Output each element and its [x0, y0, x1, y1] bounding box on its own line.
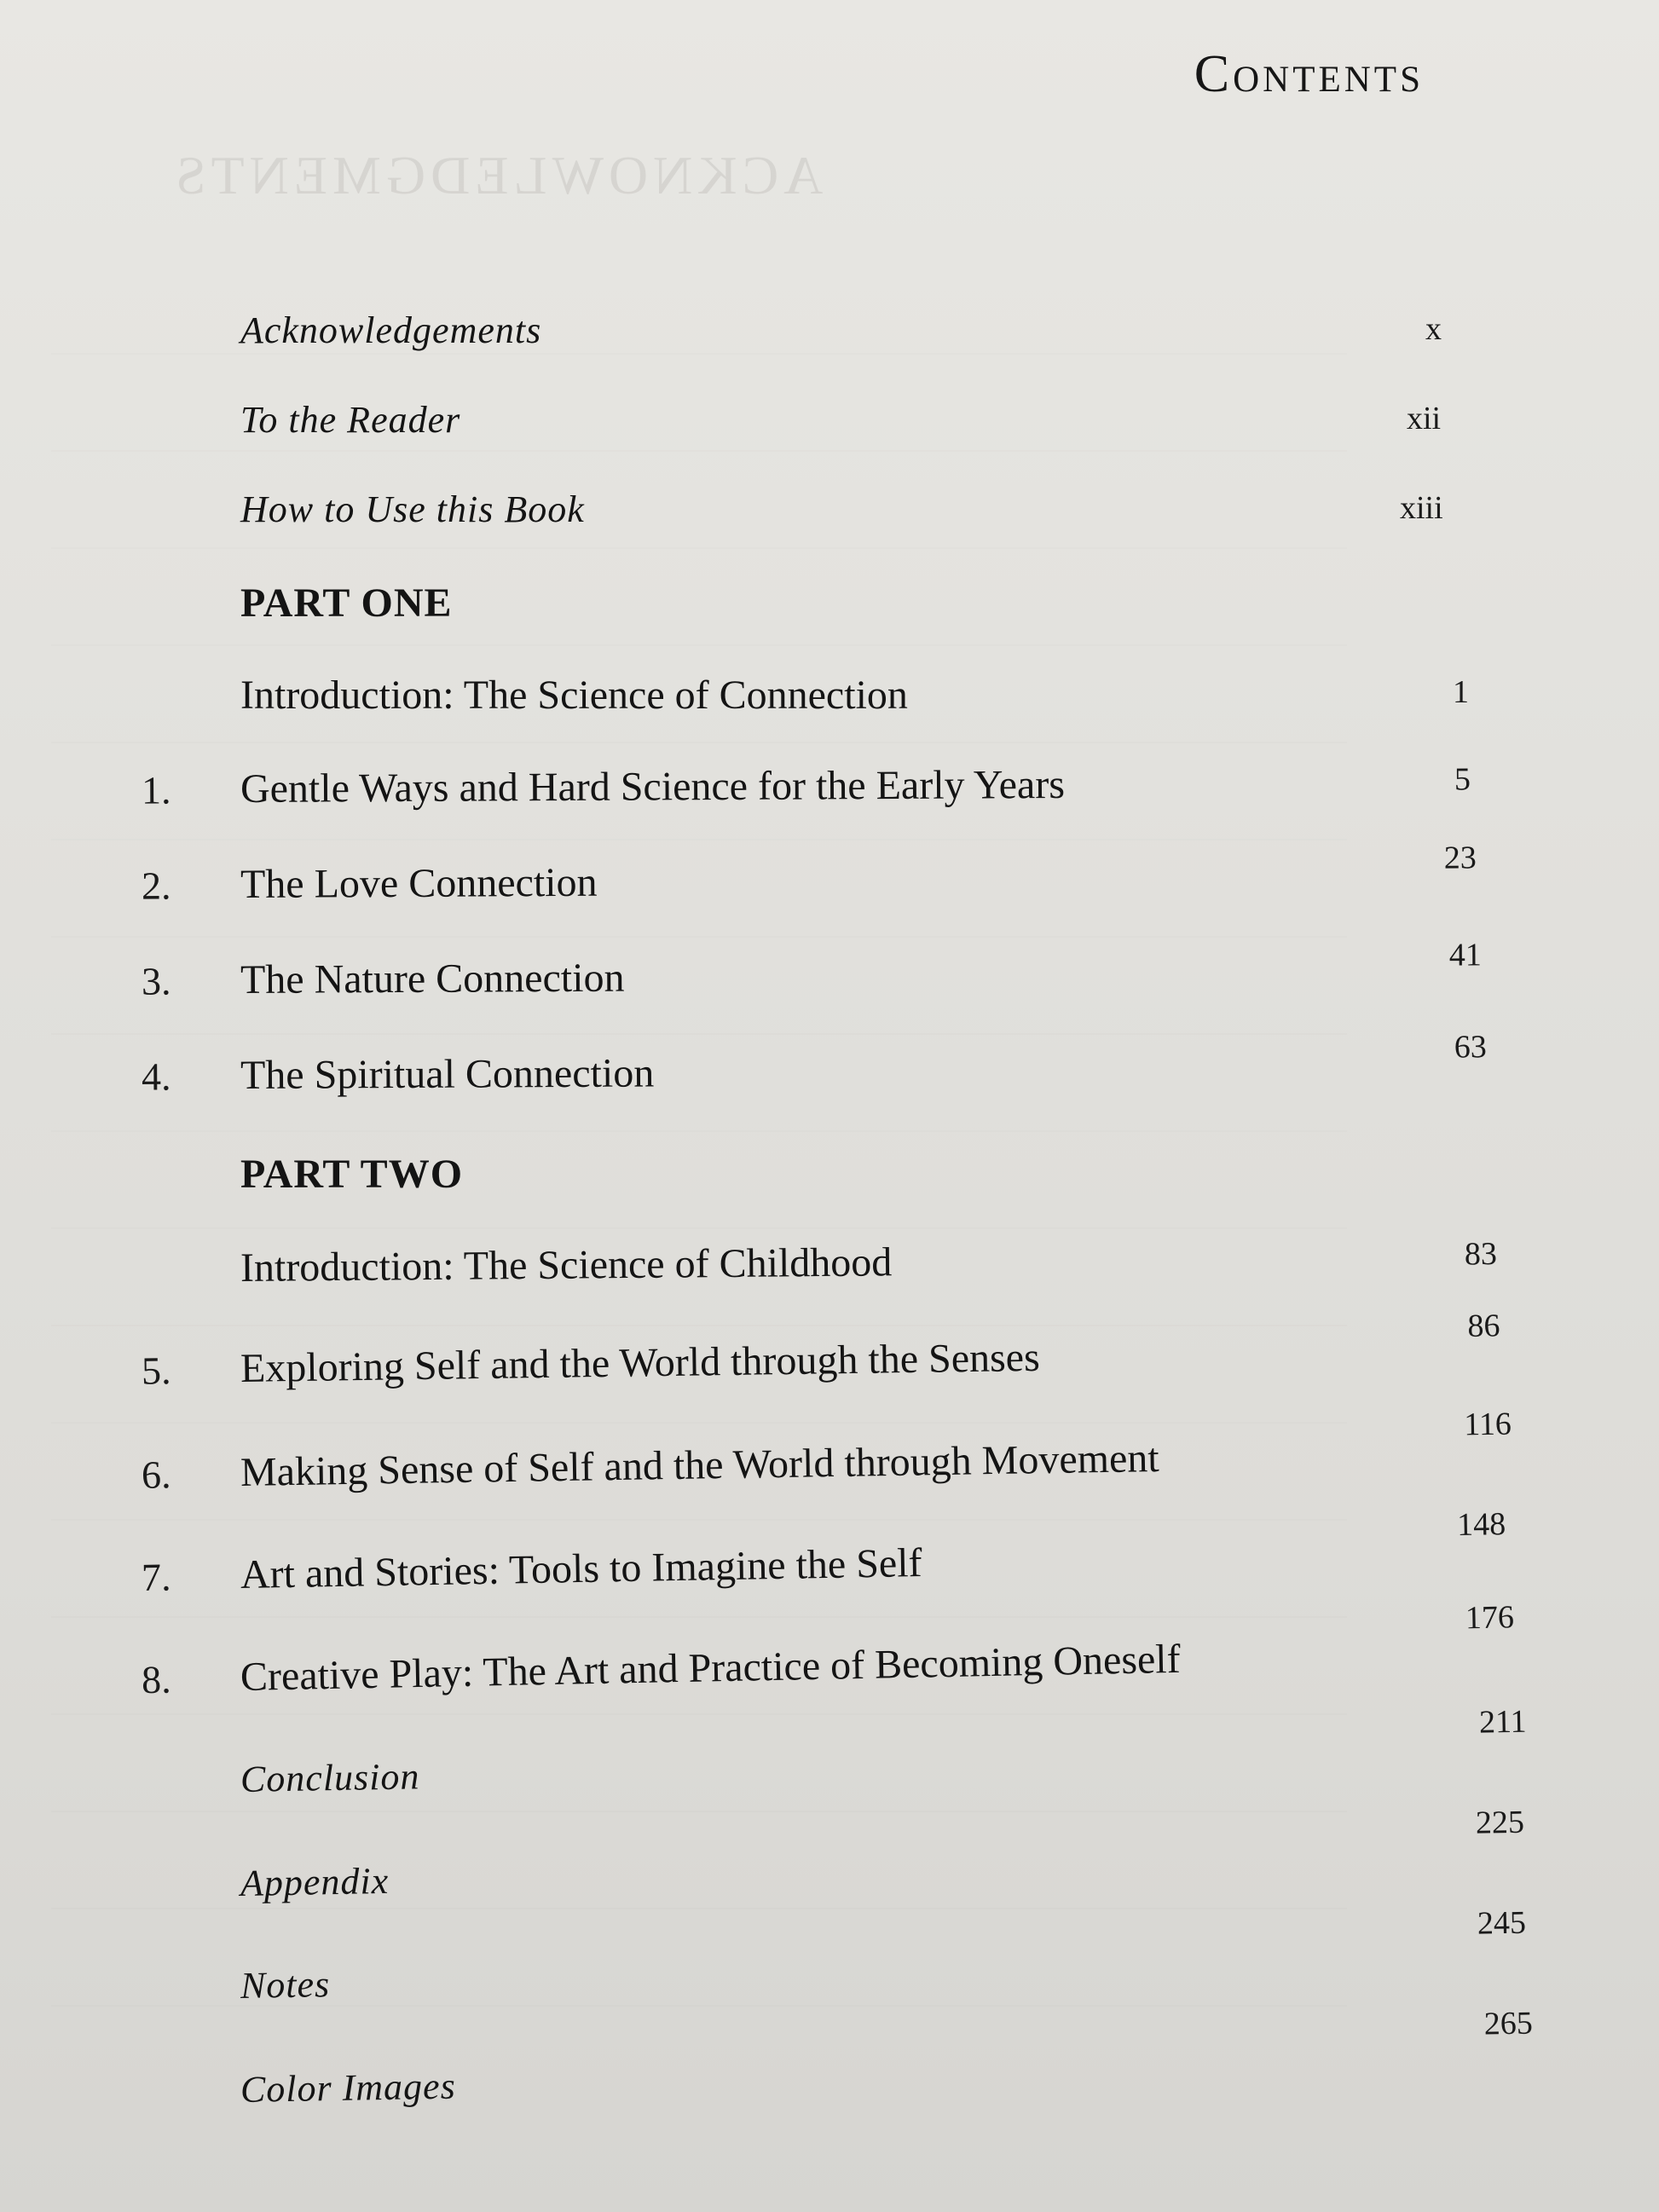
toc-label: Conclusion	[240, 1755, 420, 1800]
chapter-number: 6.	[141, 1453, 171, 1497]
chapter-number: 1.	[141, 768, 171, 812]
toc-entry-chapter	[0, 840, 1659, 920]
toc-label: The Spiritual Connection	[240, 1050, 655, 1098]
toc-label: Color Images	[240, 2065, 457, 2111]
toc-page-number: 176	[1465, 1599, 1515, 1637]
chapter-number: 7.	[141, 1555, 171, 1599]
toc-label: Notes	[240, 1963, 331, 2007]
toc-label: Introduction: The Science of Connection	[240, 673, 908, 718]
toc-label: Introduction: The Science of Childhood	[240, 1239, 893, 1291]
toc-page-number: 265	[1483, 2005, 1534, 2042]
toc-entry-color-images	[0, 2005, 1659, 2130]
part-label: PART ONE	[240, 580, 453, 626]
toc-page-number: 86	[1467, 1308, 1500, 1344]
toc-page-number: 148	[1456, 1506, 1506, 1544]
toc-page-number: 245	[1477, 1904, 1527, 1942]
page-title: Contents	[1194, 45, 1424, 103]
toc-entry-chapter	[0, 939, 1659, 1015]
toc-entry-acknowledgements	[0, 298, 1659, 367]
toc-entry-introduction	[0, 1222, 1659, 1304]
toc-entry-introduction	[0, 661, 1659, 730]
toc-entry-to-the-reader	[0, 388, 1659, 456]
toc-page-number: 5	[1454, 761, 1471, 798]
toc-page-number: xii	[1407, 401, 1442, 436]
toc-entry-conclusion	[0, 1703, 1659, 1820]
toc-entry-chapter	[0, 1406, 1659, 1511]
toc-label: The Nature Connection	[240, 955, 625, 1002]
toc-part-heading	[0, 1141, 1659, 1209]
toc-label: Art and Stories: Tools to Imagine the Self	[240, 1540, 922, 1597]
toc-label: Gentle Ways and Hard Science for the Early Years	[240, 761, 1066, 811]
chapter-number: 5.	[141, 1349, 171, 1393]
chapter-number: 3.	[141, 959, 171, 1003]
toc-entry-chapter	[0, 748, 1659, 824]
toc-entry-notes	[0, 1904, 1659, 2026]
toc-entry-chapter	[0, 1308, 1659, 1406]
toc-page-number: 1	[1453, 674, 1469, 710]
chapter-number: 4.	[141, 1054, 171, 1099]
toc-label: To the Reader	[240, 399, 461, 441]
toc-entry-chapter	[0, 1029, 1659, 1111]
toc-entry-appendix	[0, 1804, 1659, 1924]
show-through-text: ACKNOWLEDGMENTS	[51, 128, 1347, 2088]
toc-entry-chapter	[0, 1506, 1659, 1614]
toc-page-number: 23	[1443, 840, 1477, 876]
toc-entry-chapter	[0, 1599, 1659, 1716]
part-label: PART TWO	[240, 1152, 464, 1197]
toc-page-number: 211	[1478, 1703, 1527, 1741]
toc-label: Acknowledgements	[240, 309, 542, 351]
toc-label: Exploring Self and the World through the Senses	[240, 1334, 1041, 1391]
chapter-number: 8.	[141, 1657, 172, 1702]
toc-page-number: xiii	[1400, 490, 1443, 526]
chapter-number: 2.	[141, 863, 171, 908]
toc-page-number: 116	[1463, 1406, 1512, 1443]
toc-page-number: 225	[1475, 1804, 1525, 1841]
toc-page-number: 41	[1448, 937, 1482, 973]
toc-page-number: 63	[1454, 1029, 1487, 1066]
toc-page-number: x	[1425, 311, 1442, 347]
toc-label: Appendix	[240, 1859, 390, 1904]
toc-entry-how-to-use	[0, 477, 1659, 546]
toc-label: Creative Play: The Art and Practice of Becoming Oneself	[240, 1636, 1182, 1700]
toc-page-number: 83	[1464, 1236, 1498, 1273]
toc-label: Making Sense of Self and the World through Movement	[240, 1435, 1160, 1495]
toc-label: How to Use this Book	[240, 488, 585, 530]
toc-label: The Love Connection	[240, 859, 598, 907]
toc-part-heading	[0, 569, 1659, 638]
